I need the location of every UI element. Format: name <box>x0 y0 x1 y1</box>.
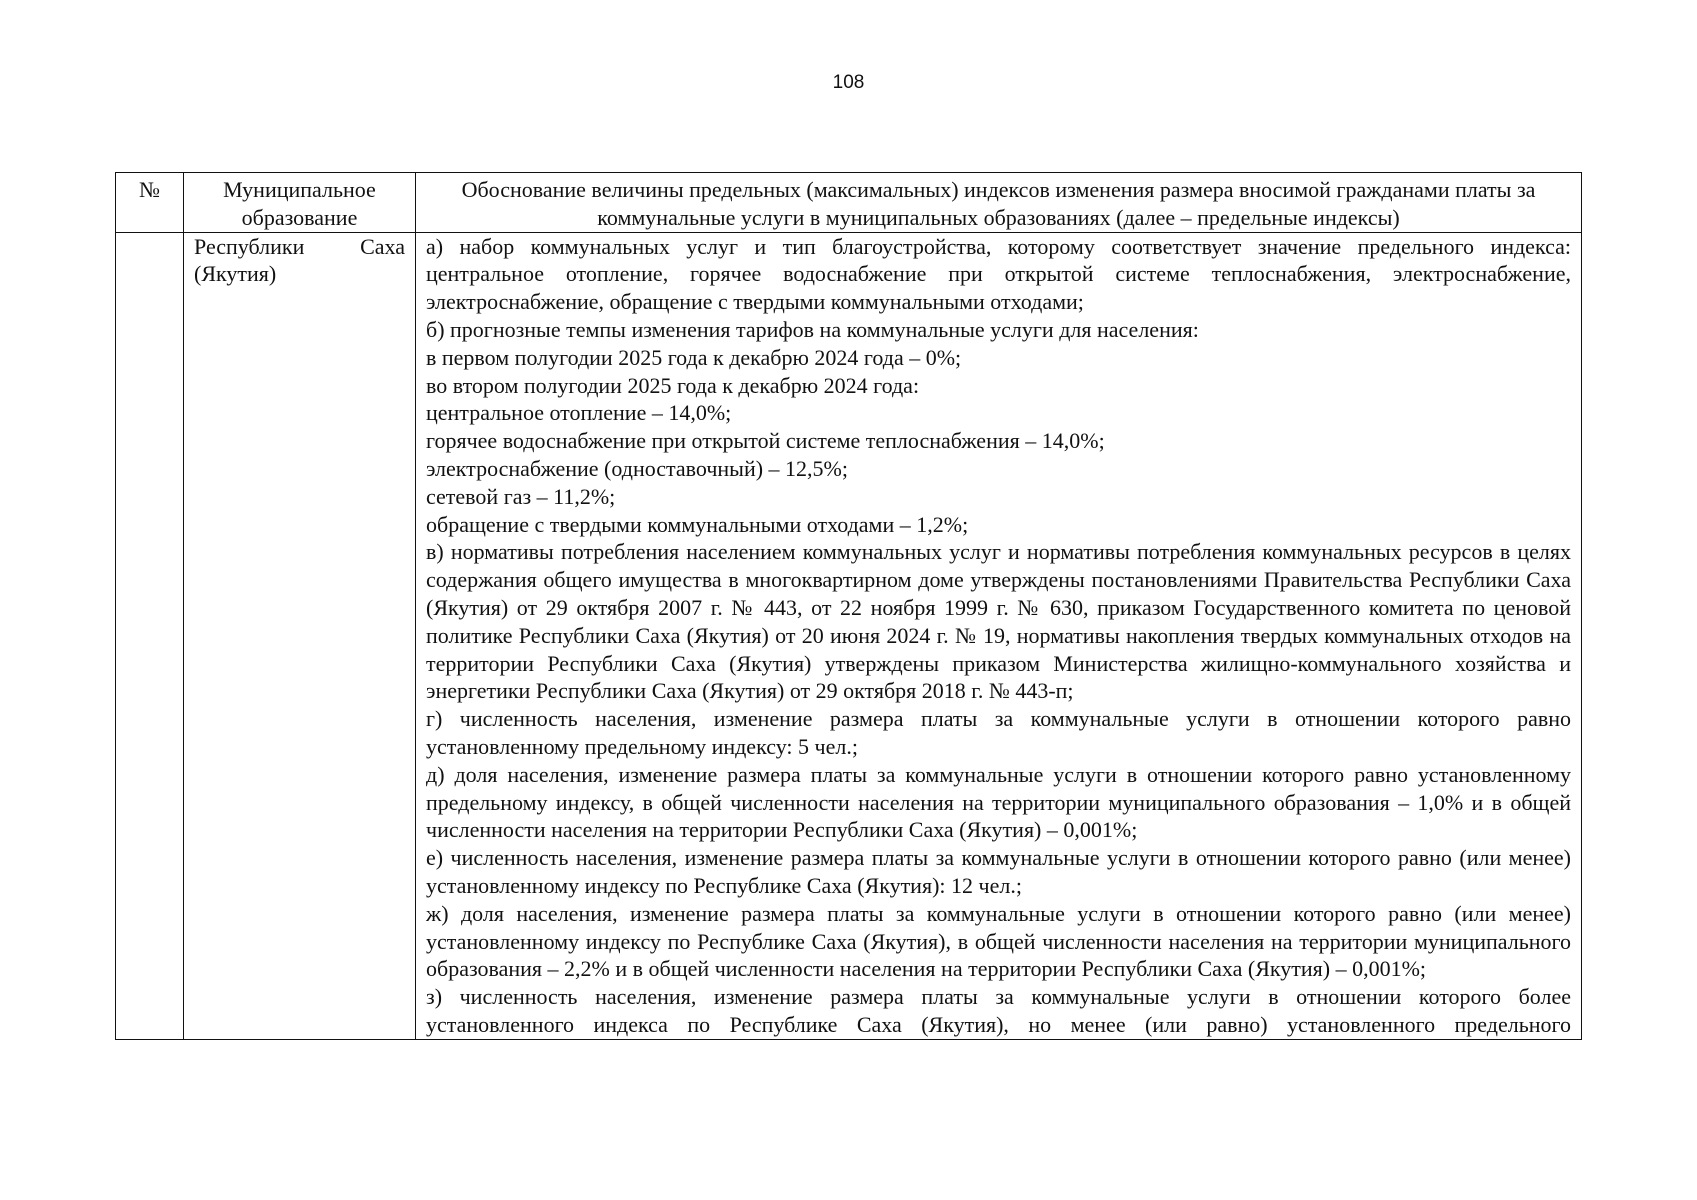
municipality-word: Республики <box>194 233 305 259</box>
paragraph-d: д) доля населения, изменение размера платы за коммунальные услуги в отношении которого равно установленному предельному индексу, в общей численности населения на территории муниципального образования – 1,0% и в общей численности населения на территории Республики Саха (Якутия) – 0,001%; <box>426 761 1571 843</box>
paragraph-g: г) численность населения, изменение размера платы за коммунальные услуги в отношении которого равно установленному предельному индексу: 5 чел.; <box>426 706 1571 759</box>
paragraph-line: сетевой газ – 11,2%; <box>426 483 616 509</box>
paragraph-b: б) прогнозные темпы изменения тарифов на коммунальные услуги для населения: <box>426 316 1199 342</box>
cell-number <box>116 232 184 1039</box>
table-row <box>116 232 1582 1039</box>
paragraph-e: е) численность населения, изменение размера платы за коммунальные услуги в отношении которого равно (или менее) установленному индексу по Республике Саха (Якутия): 12 чел.; <box>426 845 1571 898</box>
paragraph-line: обращение с твердыми коммунальными отходами – 1,2%; <box>426 511 969 537</box>
paragraph-v: в) нормативы потребления населением коммунальных услуг и нормативы потребления коммунальных ресурсов в целях содержания общего имущества в многоквартирном доме утверждены постановлениями Правительства Республики Саха (Якутия) от 29 октября 2007 г. № 443, от 22 ноября 1999 г. № 630, приказом Государственного комитета по ценовой политике Республики Саха (Якутия) от 20 июня 2024 г. № 19, нормативы накопления твердых коммунальных отходов на территории Республики Саха (Якутия) утверждены приказом Министерства жилищно-коммунального хозяйства и энергетики Республики Саха (Якутия) от 29 октября 2018 г. № 443-п; <box>426 539 1571 704</box>
municipality-word: (Якутия) <box>194 261 277 287</box>
tariff-index-table <box>115 172 1582 1040</box>
cell-justification <box>416 232 1582 1039</box>
header-municipality: Муниципальное образование <box>184 173 416 233</box>
paragraph-zh: ж) доля населения, изменение размера платы за коммунальные услуги в отношении которого равно (или менее) установленному индексу по Республике Саха (Якутия), в общей численности населения на территории муниципального образования – 2,2% и в общей численности населения на территории Республики Саха (Якутия) – 0,001%; <box>426 900 1571 982</box>
header-justification: Обоснование величины предельных (максимальных) индексов изменения размера вносимой гражданами платы за коммунальные услуги в муниципальных образованиях (далее – предельные индексы) <box>416 173 1582 233</box>
page-number: 108 <box>832 72 865 93</box>
paragraph-z: з) численность населения, изменение размера платы за коммунальные услуги в отношении которого более установленного индекса по Республике Саха (Якутия), но менее (или равно) установленного предельного <box>426 984 1571 1037</box>
paragraph-line: центральное отопление – 14,0%; <box>426 400 732 426</box>
table-header-row <box>116 173 1582 233</box>
municipality-word: Саха <box>360 233 405 259</box>
cell-municipality <box>184 232 416 1039</box>
paragraph-a: а) набор коммунальных услуг и тип благоустройства, которому соответствует значение предельного индекса: центральное отопление, горячее водоснабжение при открытой системе теплоснабжения, электроснабжение, электроснабжение, обращение с твердыми коммунальными отходами; <box>426 233 1571 315</box>
municipality-line <box>194 233 405 261</box>
paragraph-line: горячее водоснабжение при открытой системе теплоснабжения – 14,0%; <box>426 428 1105 454</box>
header-number: № <box>116 173 184 233</box>
paragraph-line: электроснабжение (одноставочный) – 12,5%; <box>426 455 848 481</box>
paragraph-line: во втором полугодии 2025 года к декабрю 2024 года: <box>426 372 920 398</box>
paragraph-line: в первом полугодии 2025 года к декабрю 2024 года – 0%; <box>426 344 962 370</box>
